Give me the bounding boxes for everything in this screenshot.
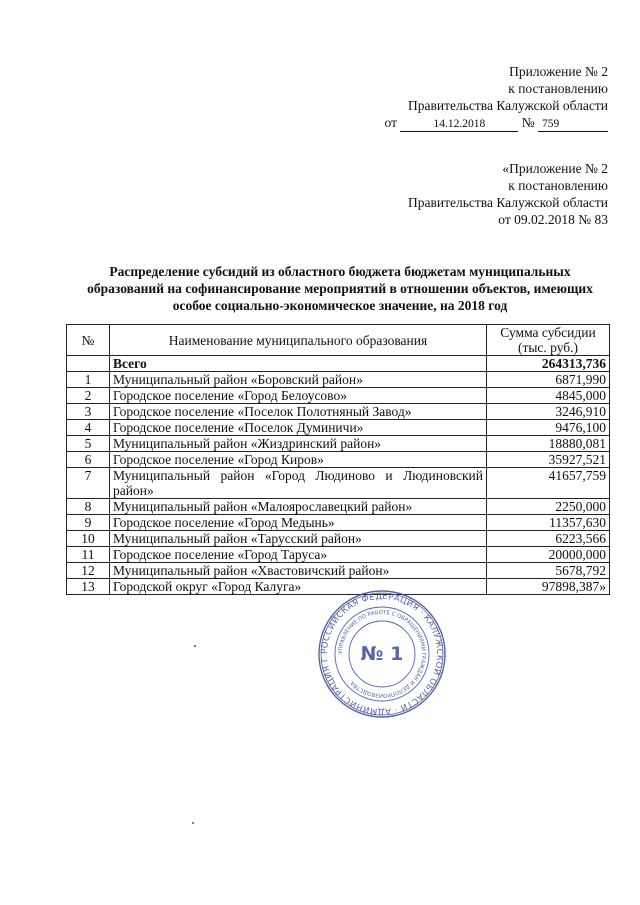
ot-label: от — [384, 115, 397, 130]
row-sum-cell: 35927,521 — [487, 452, 610, 468]
row-sum-cell: 11357,630 — [487, 515, 610, 531]
header-municipality: Наименование муниципального образования — [110, 325, 487, 356]
seal-number: № 1 — [360, 643, 404, 665]
previous-appendix-header — [408, 160, 608, 228]
row-number-cell: 10 — [67, 531, 110, 547]
prev-appendix-date: от 09.02.2018 № 83 — [498, 212, 608, 227]
row-municipality-cell: Городской округ «Город Калуга» — [110, 579, 487, 595]
subsidy-table — [66, 324, 610, 595]
row-sum-cell: 9476,100 — [487, 420, 610, 436]
title-line: особое социально-экономическое значение, на 2018 год — [172, 298, 508, 313]
row-municipality-cell: Городское поселение «Город Таруса» — [110, 547, 487, 563]
prev-appendix-government: Правительства Калужской области — [407, 195, 608, 210]
row-sum-cell: 2250,000 — [487, 499, 610, 515]
title-line: образований на софинансирование мероприятий в отношении объектов, имеющих — [87, 281, 593, 296]
row-municipality-cell: Муниципальный район «Малоярославецкий район» — [110, 499, 487, 515]
table-row — [67, 452, 610, 468]
table-row — [67, 404, 610, 420]
prev-appendix-resolution-ref: к постановлению — [508, 178, 608, 193]
prev-appendix-title: «Приложение № 2 — [502, 161, 608, 176]
seal-icon — [316, 588, 448, 720]
appendix-title: Приложение № 2 — [509, 64, 608, 79]
table-row — [67, 436, 610, 452]
row-sum-cell: 97898,387» — [487, 579, 610, 595]
row-municipality-cell: Городское поселение «Поселок Полотняный Завод» — [110, 404, 487, 420]
row-number-cell: 7 — [67, 468, 110, 499]
seal-inner-text: УПРАВЛЕНИЕ ПО РАБОТЕ С ОБРАЩЕНИЯМИ ГРАЖДАН И ДЕЛОПРОИЗВОДСТВА — [337, 609, 427, 699]
total-label: Всего — [110, 356, 487, 372]
header-sum — [487, 325, 610, 356]
row-number-cell: 13 — [67, 579, 110, 595]
header-number: № — [67, 325, 110, 356]
appendix-date-line — [385, 114, 609, 132]
row-municipality-cell: Муниципальный район «Боровский район» — [110, 372, 487, 388]
table-row — [67, 372, 610, 388]
official-seal — [316, 588, 448, 720]
row-number-cell: 12 — [67, 563, 110, 579]
table-row — [67, 531, 610, 547]
row-number-cell: 5 — [67, 436, 110, 452]
total-row — [67, 356, 610, 372]
document-title — [60, 263, 620, 314]
appendix-resolution-ref: к постановлению — [508, 81, 608, 96]
row-sum-cell: 18880,081 — [487, 436, 610, 452]
row-number-cell: 2 — [67, 388, 110, 404]
seal-outer-text: РОССИЙСКАЯ ФЕДЕРАЦИЯ · КАЛУЖСКОЙ ОБЛАСТИ · АДМИНИСТРАЦИЯ Г — [318, 590, 446, 718]
row-number-cell: 1 — [67, 372, 110, 388]
number-sign: № — [521, 115, 535, 130]
row-sum-cell: 20000,000 — [487, 547, 610, 563]
row-number-cell: 4 — [67, 420, 110, 436]
appendix-government: Правительства Калужской области — [407, 98, 608, 113]
row-sum-cell: 4845,000 — [487, 388, 610, 404]
resolution-number: 759 — [538, 118, 608, 132]
row-number-cell: 6 — [67, 452, 110, 468]
total-number-cell — [67, 356, 110, 372]
row-number-cell: 11 — [67, 547, 110, 563]
row-sum-cell: 5678,792 — [487, 563, 610, 579]
table-row — [67, 515, 610, 531]
table-row — [67, 563, 610, 579]
table-row — [67, 468, 610, 499]
row-sum-cell: 3246,910 — [487, 404, 610, 420]
row-sum-cell: 6223,566 — [487, 531, 610, 547]
title-line: Распределение субсидий из областного бюджета бюджетам муниципальных — [109, 264, 571, 279]
resolution-date: 14.12.2018 — [400, 118, 518, 132]
row-municipality-cell: Городское поселение «Город Белоусово» — [110, 388, 487, 404]
table-row — [67, 420, 610, 436]
row-number-cell: 8 — [67, 499, 110, 515]
row-number-cell: 3 — [67, 404, 110, 420]
header-sum-label: Сумма субсидии — [500, 325, 596, 340]
row-municipality-cell: Муниципальный район «Жиздринский район» — [110, 436, 487, 452]
row-municipality-cell: Городское поселение «Город Киров» — [110, 452, 487, 468]
row-municipality-cell: Городское поселение «Город Медынь» — [110, 515, 487, 531]
total-value: 264313,736 — [487, 356, 610, 372]
scan-speck — [194, 645, 196, 647]
table-row — [67, 388, 610, 404]
row-sum-cell: 6871,990 — [487, 372, 610, 388]
row-municipality-cell: Муниципальный район «Тарусский район» — [110, 531, 487, 547]
row-municipality-cell: Городское поселение «Поселок Думиничи» — [110, 420, 487, 436]
row-sum-cell: 41657,759 — [487, 468, 610, 499]
table-row — [67, 499, 610, 515]
table-row — [67, 547, 610, 563]
appendix-header — [385, 63, 609, 132]
row-municipality-cell: Муниципальный район «Хвастовичский район» — [110, 563, 487, 579]
table-header-row — [67, 325, 610, 356]
row-municipality-cell: Муниципальный район «Город Людиново и Людиновский район» — [110, 468, 487, 499]
row-number-cell: 9 — [67, 515, 110, 531]
scan-speck — [192, 822, 194, 824]
header-sum-unit: (тыс. руб.) — [517, 340, 579, 355]
